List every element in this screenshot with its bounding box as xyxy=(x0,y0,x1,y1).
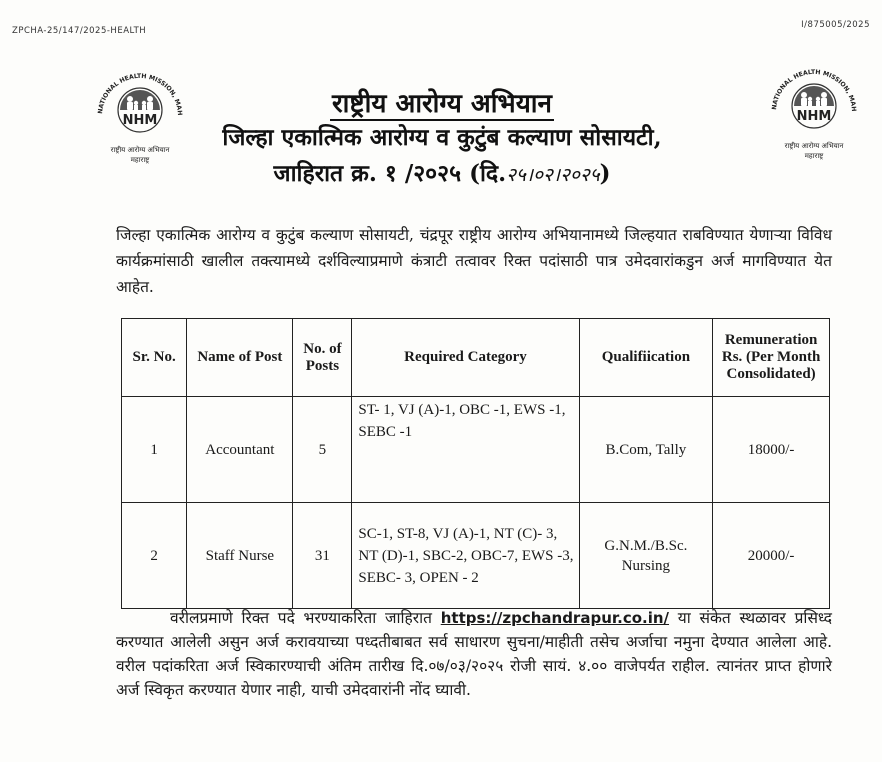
title-society: जिल्हा एकात्मिक आरोग्य व कुटुंब कल्याण सोसायटी, xyxy=(222,124,662,151)
handwritten-date: २५।०२।२०२५ xyxy=(506,164,600,186)
reference-number-right: I/875005/2025 xyxy=(801,20,870,30)
title-advertisement-number: जाहिरात क्र. १ /२०२५ (दि.२५।०२।२०२५) xyxy=(273,160,611,187)
table-row xyxy=(122,503,830,609)
nhm-logo-right xyxy=(760,68,868,166)
header-sr-no: Sr. No. xyxy=(122,319,187,397)
svg-text:NATIONAL HEALTH MISSION, MAHAR: NATIONAL HEALTH MISSION, MAH xyxy=(96,72,184,116)
nhm-emblem-icon xyxy=(760,68,868,142)
intro-paragraph: जिल्हा एकात्मिक आरोग्य व कुटुंब कल्याण सोसायटी, चंद्रपूर राष्ट्रीय आरोग्य अभियानामध्ये जिल्हयात राबविण्यात येणाऱ्या विविध कार्यक्रमांसाठी खालील तक्त्यामध्ये दर्शविल्याप्रमाणे कंत्राटी तत्वावर रिक्त पदांसाठी पात्र उमेदवारांकडुन अर्ज मागविण्यात येत आहेत. xyxy=(116,226,832,296)
cell-sr-no: 2 xyxy=(122,503,187,609)
cell-no-of-posts: 5 xyxy=(293,397,352,503)
logo-subtitle-state: महाराष्ट्र xyxy=(130,156,150,164)
footer-paragraph: वरीलप्रमाणे रिक्त पदे भरण्याकरिता जाहिरात https://zpchandrapur.co.in/ या संकेत स्थळावर प्रसिध्द करण्यात आलेली असुन अर्ज करावयाच्या पध्दतीबाबत सर्व साधारण सुचना/माहीती तसेच अर्जाचा नमुना देण्यात आलेला आहे. वरील पदांकरिता अर्ज स्विकारण्याची अंतिम तारीख दि.०७/०३/२०२५ रोजी सायं. ४.०० वाजेपर्यत राहील. त्यानंतर प्राप्त होणारे अर्ज स्विकृत करण्यात येणार नाही, याची उमेदवारांनी नोंद घ्यावी. xyxy=(116,609,832,699)
logo-subtitle: राष्ट्रीय आरोग्य अभियान xyxy=(110,146,170,154)
logo-subtitle: राष्ट्रीय आरोग्य अभियान xyxy=(784,142,844,150)
title-mission: राष्ट्रीय आरोग्य अभियान xyxy=(332,89,552,119)
cell-post-name: Accountant xyxy=(187,397,293,503)
cell-post-name: Staff Nurse xyxy=(187,503,293,609)
logo-subtitle-state: महाराष्ट्र xyxy=(804,152,824,160)
cell-required-category: ST- 1, VJ (A)-1, OBC -1, EWS -1, SEBC -1 xyxy=(352,397,579,503)
cell-sr-no: 1 xyxy=(122,397,187,503)
table-header-row xyxy=(122,319,830,397)
cell-no-of-posts: 31 xyxy=(293,503,352,609)
svg-text:NHM: NHM xyxy=(122,113,158,128)
cell-remuneration: 18000/- xyxy=(713,397,830,503)
cell-qualification: B.Com, Tally xyxy=(579,397,713,503)
svg-text:NATIONAL HEALTH MISSION, MAHAR: NATIONAL HEALTH MISSION, MAH xyxy=(770,68,858,112)
reference-number-left: ZPCHA-25/147/2025-HEALTH xyxy=(12,26,147,36)
table-row xyxy=(122,397,830,503)
cell-required-category: SC-1, ST-8, VJ (A)-1, NT (C)- 3, NT (D)-1, SBC-2, OBC-7, EWS -3, SEBC- 3, OPEN - 2 xyxy=(352,503,579,609)
cell-remuneration: 20000/- xyxy=(713,503,830,609)
website-link[interactable]: https://zpchandrapur.co.in/ xyxy=(440,609,670,627)
svg-text:NHM: NHM xyxy=(796,109,832,124)
vacancy-table xyxy=(121,318,830,609)
header-required-category: Required Category xyxy=(352,319,579,397)
cell-qualification: G.N.M./B.Sc. Nursing xyxy=(579,503,713,609)
header-remuneration: Remuneration Rs. (Per Month Consolidated) xyxy=(713,319,830,397)
header-post-name: Name of Post xyxy=(187,319,293,397)
header-no-of-posts: No. of Posts xyxy=(293,319,352,397)
header-qualification: Qualifiication xyxy=(579,319,713,397)
